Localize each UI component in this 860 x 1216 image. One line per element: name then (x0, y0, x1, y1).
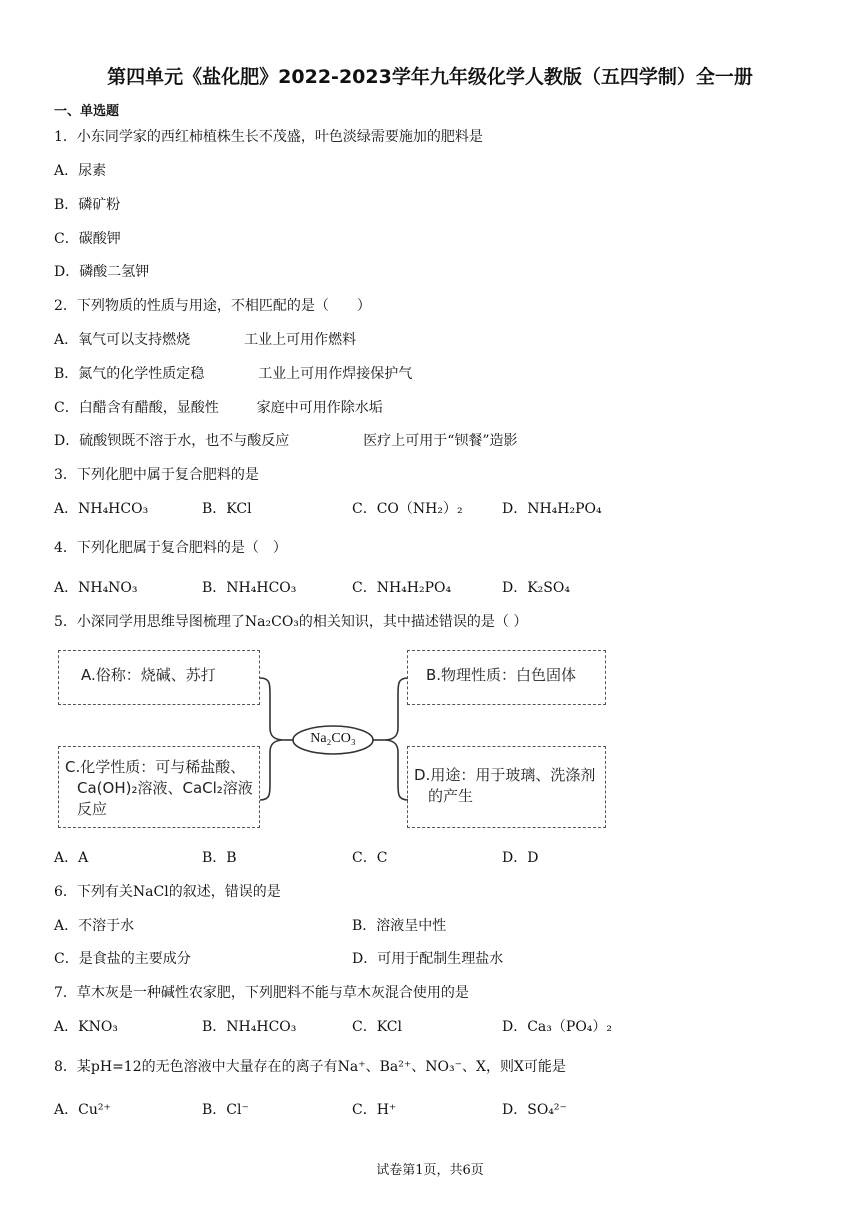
na2co3-mind-map (58, 650, 610, 832)
question-2-option-a[interactable] (54, 331, 356, 349)
question-7-option-d[interactable]: D．Ca₃（PO₄）₂ (502, 1019, 613, 1035)
question-5-option-b[interactable]: B．B (202, 850, 237, 866)
option-c-property: C．白醋含有醋酸，显酸性 (54, 400, 219, 416)
question-2-option-c[interactable] (54, 399, 383, 417)
question-6-option-d[interactable]: D．可用于配制生理盐水 (352, 951, 504, 967)
option-c-use: 家庭中可用作除水垢 (256, 400, 383, 416)
question-7-option-a[interactable]: A．KNO₃ (54, 1019, 118, 1035)
question-8-option-d[interactable]: D．SO₄²⁻ (502, 1102, 567, 1118)
mind-map-box-d: D.用途：用于玻璃、洗涤剂 的产生 (407, 746, 606, 828)
option-b-property: B．氮气的化学性质定稳 (54, 366, 205, 382)
question-4-stem: 4．下列化肥属于复合肥料的是（ ） (54, 540, 287, 556)
section-heading: 一、单选题 (54, 104, 120, 119)
question-5-stem: 5．小深同学用思维导图梳理了Na₂CO₃的相关知识，其中描述错误的是（ ） (54, 614, 528, 630)
question-8-option-a[interactable]: A．Cu²⁺ (54, 1102, 111, 1118)
question-1-option-d[interactable]: D．磷酸二氢钾 (54, 264, 150, 280)
option-a-property: A．氧气可以支持燃烧 (54, 332, 191, 348)
mind-map-box-c: C.化学性质：可与稀盐酸、 Ca(OH)₂溶液、CaCl₂溶液 反应 (58, 746, 260, 828)
question-8-option-b[interactable]: B．Cl⁻ (202, 1102, 249, 1118)
option-b-use: 工业上可用作焊接保护气 (258, 366, 413, 382)
question-3-stem: 3．下列化肥中属于复合肥料的是 (54, 467, 259, 483)
question-3-option-d[interactable]: D．NH₄H₂PO₄ (502, 501, 602, 517)
mind-map-box-b: B.物理性质：白色固体 (407, 650, 606, 705)
question-6-stem: 6．下列有关NaCl的叙述，错误的是 (54, 884, 281, 900)
page-footer: 试卷第1页，共6页 (376, 1163, 484, 1178)
question-2-option-b[interactable] (54, 365, 412, 383)
question-7-option-c[interactable]: C．KCl (352, 1019, 402, 1035)
question-4-option-c[interactable]: C．NH₄H₂PO₄ (352, 580, 452, 596)
option-d-property: D．硫酸钡既不溶于水，也不与酸反应 (54, 433, 290, 449)
question-1-stem: 1．小东同学家的西红柿植株生长不茂盛，叶色淡绿需要施加的肥料是 (54, 129, 483, 145)
question-8-option-c[interactable]: C．H⁺ (352, 1102, 397, 1118)
question-3-option-c[interactable]: C．CO（NH₂）₂ (352, 501, 463, 517)
question-4-option-b[interactable]: B．NH₄HCO₃ (202, 580, 297, 596)
question-3-option-a[interactable]: A．NH₄HCO₃ (54, 501, 149, 517)
question-2-option-d[interactable] (54, 432, 518, 450)
question-5-option-a[interactable]: A．A (54, 850, 89, 866)
question-1-option-a[interactable]: A．尿素 (54, 163, 107, 179)
question-5-option-c[interactable]: C．C (352, 850, 388, 866)
option-a-use: 工业上可用作燃料 (244, 332, 357, 348)
question-2-stem: 2．下列物质的性质与用途，不相匹配的是（ ） (54, 298, 371, 314)
question-4-option-a[interactable]: A．NH₄NO₃ (54, 580, 138, 596)
mind-map-center-node: Na₂CO₃ (310, 731, 356, 746)
question-1-option-b[interactable]: B．磷矿粉 (54, 197, 121, 213)
question-6-option-b[interactable]: B．溶液呈中性 (352, 918, 447, 934)
question-6-option-c[interactable]: C．是食盐的主要成分 (54, 951, 191, 967)
question-4-option-d[interactable]: D．K₂SO₄ (502, 580, 570, 596)
question-7-stem: 7．草木灰是一种碱性农家肥，下列肥料不能与草木灰混合使用的是 (54, 985, 469, 1001)
mind-map-box-a: A.俗称：烧碱、苏打 (58, 650, 260, 705)
question-5-option-d[interactable]: D．D (502, 850, 539, 866)
page-title: 第四单元《盐化肥》2022-2023学年九年级化学人教版（五四学制）全一册 (107, 66, 753, 88)
option-d-use: 医疗上可用于“钡餐”造影 (363, 433, 518, 449)
question-8-stem: 8．某pH=12的无色溶液中大量存在的离子有Na⁺、Ba²⁺、NO₃⁻、X，则X可能是 (54, 1059, 566, 1075)
question-7-option-b[interactable]: B．NH₄HCO₃ (202, 1019, 297, 1035)
question-3-option-b[interactable]: B．KCl (202, 501, 252, 517)
question-6-option-a[interactable]: A．不溶于水 (54, 918, 135, 934)
question-1-option-c[interactable]: C．碳酸钾 (54, 231, 121, 247)
